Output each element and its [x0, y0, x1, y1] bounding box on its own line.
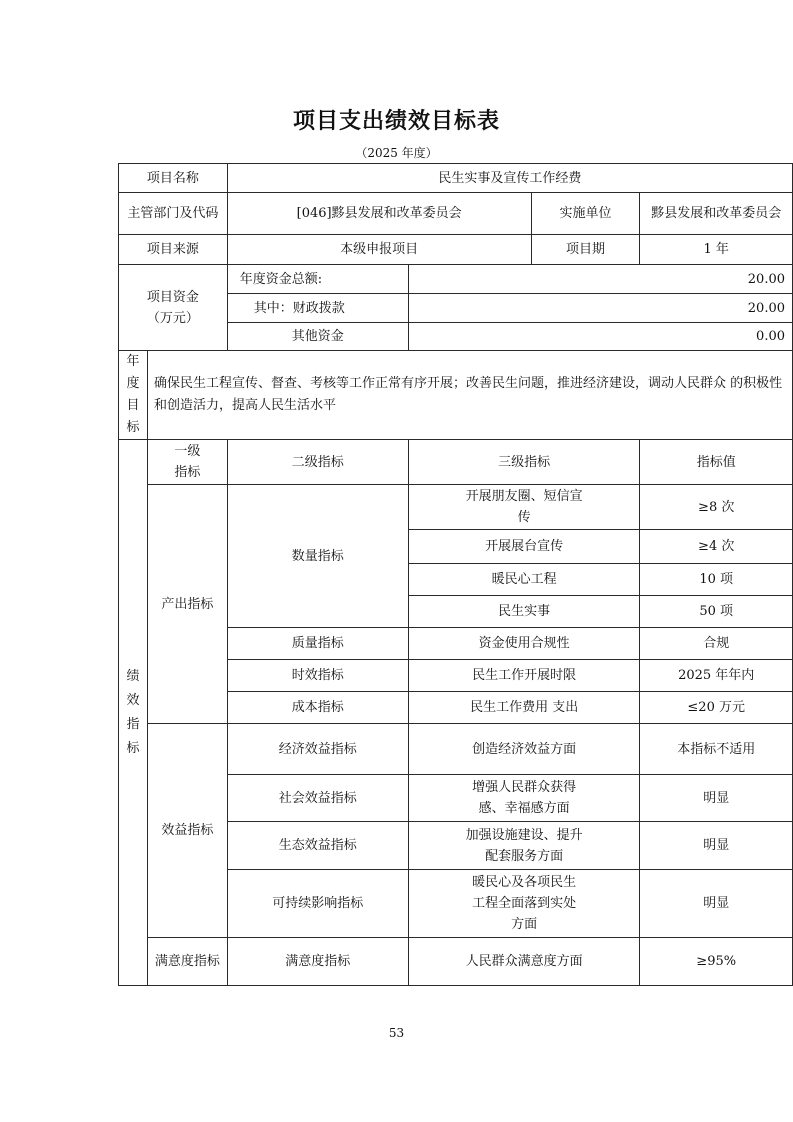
- level3-cell: 创造经济效益方面: [408, 724, 639, 775]
- funds-fiscal-label: 其中：财政拨款: [227, 294, 408, 323]
- level3-cell: 民生工作开展时限: [408, 660, 639, 692]
- source-value: 本级申报项目: [227, 235, 531, 265]
- performance-table: [118, 163, 793, 986]
- funds-total-value: 20.00: [408, 265, 792, 294]
- value-cell: ≥95%: [640, 938, 793, 986]
- header-level1: 一级指标: [148, 440, 228, 485]
- table-row: [119, 938, 793, 986]
- value-cell: 50 项: [640, 596, 793, 628]
- row-annual-goal: [119, 351, 793, 440]
- value-cell: 合规: [640, 628, 793, 660]
- level2-cell: 生态效益指标: [227, 822, 408, 870]
- level3-cell: 民生实事: [408, 596, 639, 628]
- impl-label: 实施单位: [531, 193, 640, 235]
- level2-cell: 满意度指标: [227, 938, 408, 986]
- project-name-label: 项目名称: [119, 164, 228, 193]
- row-funds-total: [119, 265, 793, 294]
- source-label: 项目来源: [119, 235, 228, 265]
- table-row: [119, 485, 793, 530]
- page-title: 项目支出绩效目标表: [292, 109, 500, 134]
- value-cell: 10 项: [640, 564, 793, 596]
- goal-label: 年度目标: [126, 354, 140, 435]
- level3-cell: 开展展台宣传: [408, 530, 639, 564]
- funds-label-cell: [119, 265, 228, 351]
- level3-cell: 加强设施建设、提升配套服务方面: [408, 822, 639, 870]
- indicators-label-cell: [119, 440, 148, 986]
- goal-label-cell: [119, 351, 148, 440]
- project-name-value: 民生实事及宣传工作经费: [227, 164, 792, 193]
- level3-cell: 开展朋友圈、短信宣传: [408, 485, 639, 530]
- funds-unit: （万元）: [146, 310, 199, 326]
- level2-cell: 质量指标: [227, 628, 408, 660]
- funds-total-label: 年度资金总额:: [227, 265, 408, 294]
- level1-cell: 满意度指标: [148, 938, 228, 986]
- value-cell: 明显: [640, 822, 793, 870]
- page-number: 53: [388, 1026, 405, 1040]
- dept-value: [046]黟县发展和改革委员会: [227, 193, 531, 235]
- level1-cell: 效益指标: [148, 724, 228, 938]
- level2-cell: 社会效益指标: [227, 775, 408, 822]
- value-cell: ≥8 次: [640, 485, 793, 530]
- period-value: 1 年: [640, 235, 793, 265]
- indicator-header-row: [119, 440, 793, 485]
- level2-cell: 经济效益指标: [227, 724, 408, 775]
- level2-cell: 成本指标: [227, 692, 408, 724]
- impl-value: 黟县发展和改革委员会: [640, 193, 793, 235]
- header-level2: 二级指标: [227, 440, 408, 485]
- row-project-name: [119, 164, 793, 193]
- level3-cell: 增强人民群众获得感、幸福感方面: [408, 775, 639, 822]
- value-cell: 本指标不适用: [640, 724, 793, 775]
- row-department: [119, 193, 793, 235]
- value-cell: ≥4 次: [640, 530, 793, 564]
- value-cell: 明显: [640, 775, 793, 822]
- value-cell: 明显: [640, 870, 793, 938]
- level3-cell: 暖民心工程: [408, 564, 639, 596]
- level3-cell: 人民群众满意度方面: [408, 938, 639, 986]
- level2-cell: 可持续影响指标: [227, 870, 408, 938]
- indicators-label: 绩效指标: [126, 668, 140, 756]
- goal-text: 确保民生工程宣传、督查、考核等工作正常有序开展；改善民生问题，推进经济建设，调动人民群众 的积极性和创造活力，提高人民生活水平: [148, 351, 793, 440]
- year-label: （2025 年度）: [355, 146, 438, 160]
- period-label: 项目期: [531, 235, 640, 265]
- header-value: 指标值: [640, 440, 793, 485]
- value-cell: ≤20 万元: [640, 692, 793, 724]
- header-level3: 三级指标: [408, 440, 639, 485]
- level1-cell: 产出指标: [148, 485, 228, 724]
- funds-fiscal-value: 20.00: [408, 294, 792, 323]
- value-cell: 2025 年年内: [640, 660, 793, 692]
- dept-label: 主管部门及代码: [119, 193, 228, 235]
- row-source: [119, 235, 793, 265]
- funds-label: 项目资金: [146, 289, 199, 305]
- funds-other-value: 0.00: [408, 323, 792, 351]
- level3-cell: 资金使用合规性: [408, 628, 639, 660]
- level2-cell: 时效指标: [227, 660, 408, 692]
- table-row: [119, 724, 793, 775]
- level3-cell: 民生工作费用 支出: [408, 692, 639, 724]
- funds-other-label: 其他资金: [227, 323, 408, 351]
- level3-cell: 暖民心及各项民生工程全面落到实处方面: [408, 870, 639, 938]
- level2-cell: 数量指标: [227, 485, 408, 628]
